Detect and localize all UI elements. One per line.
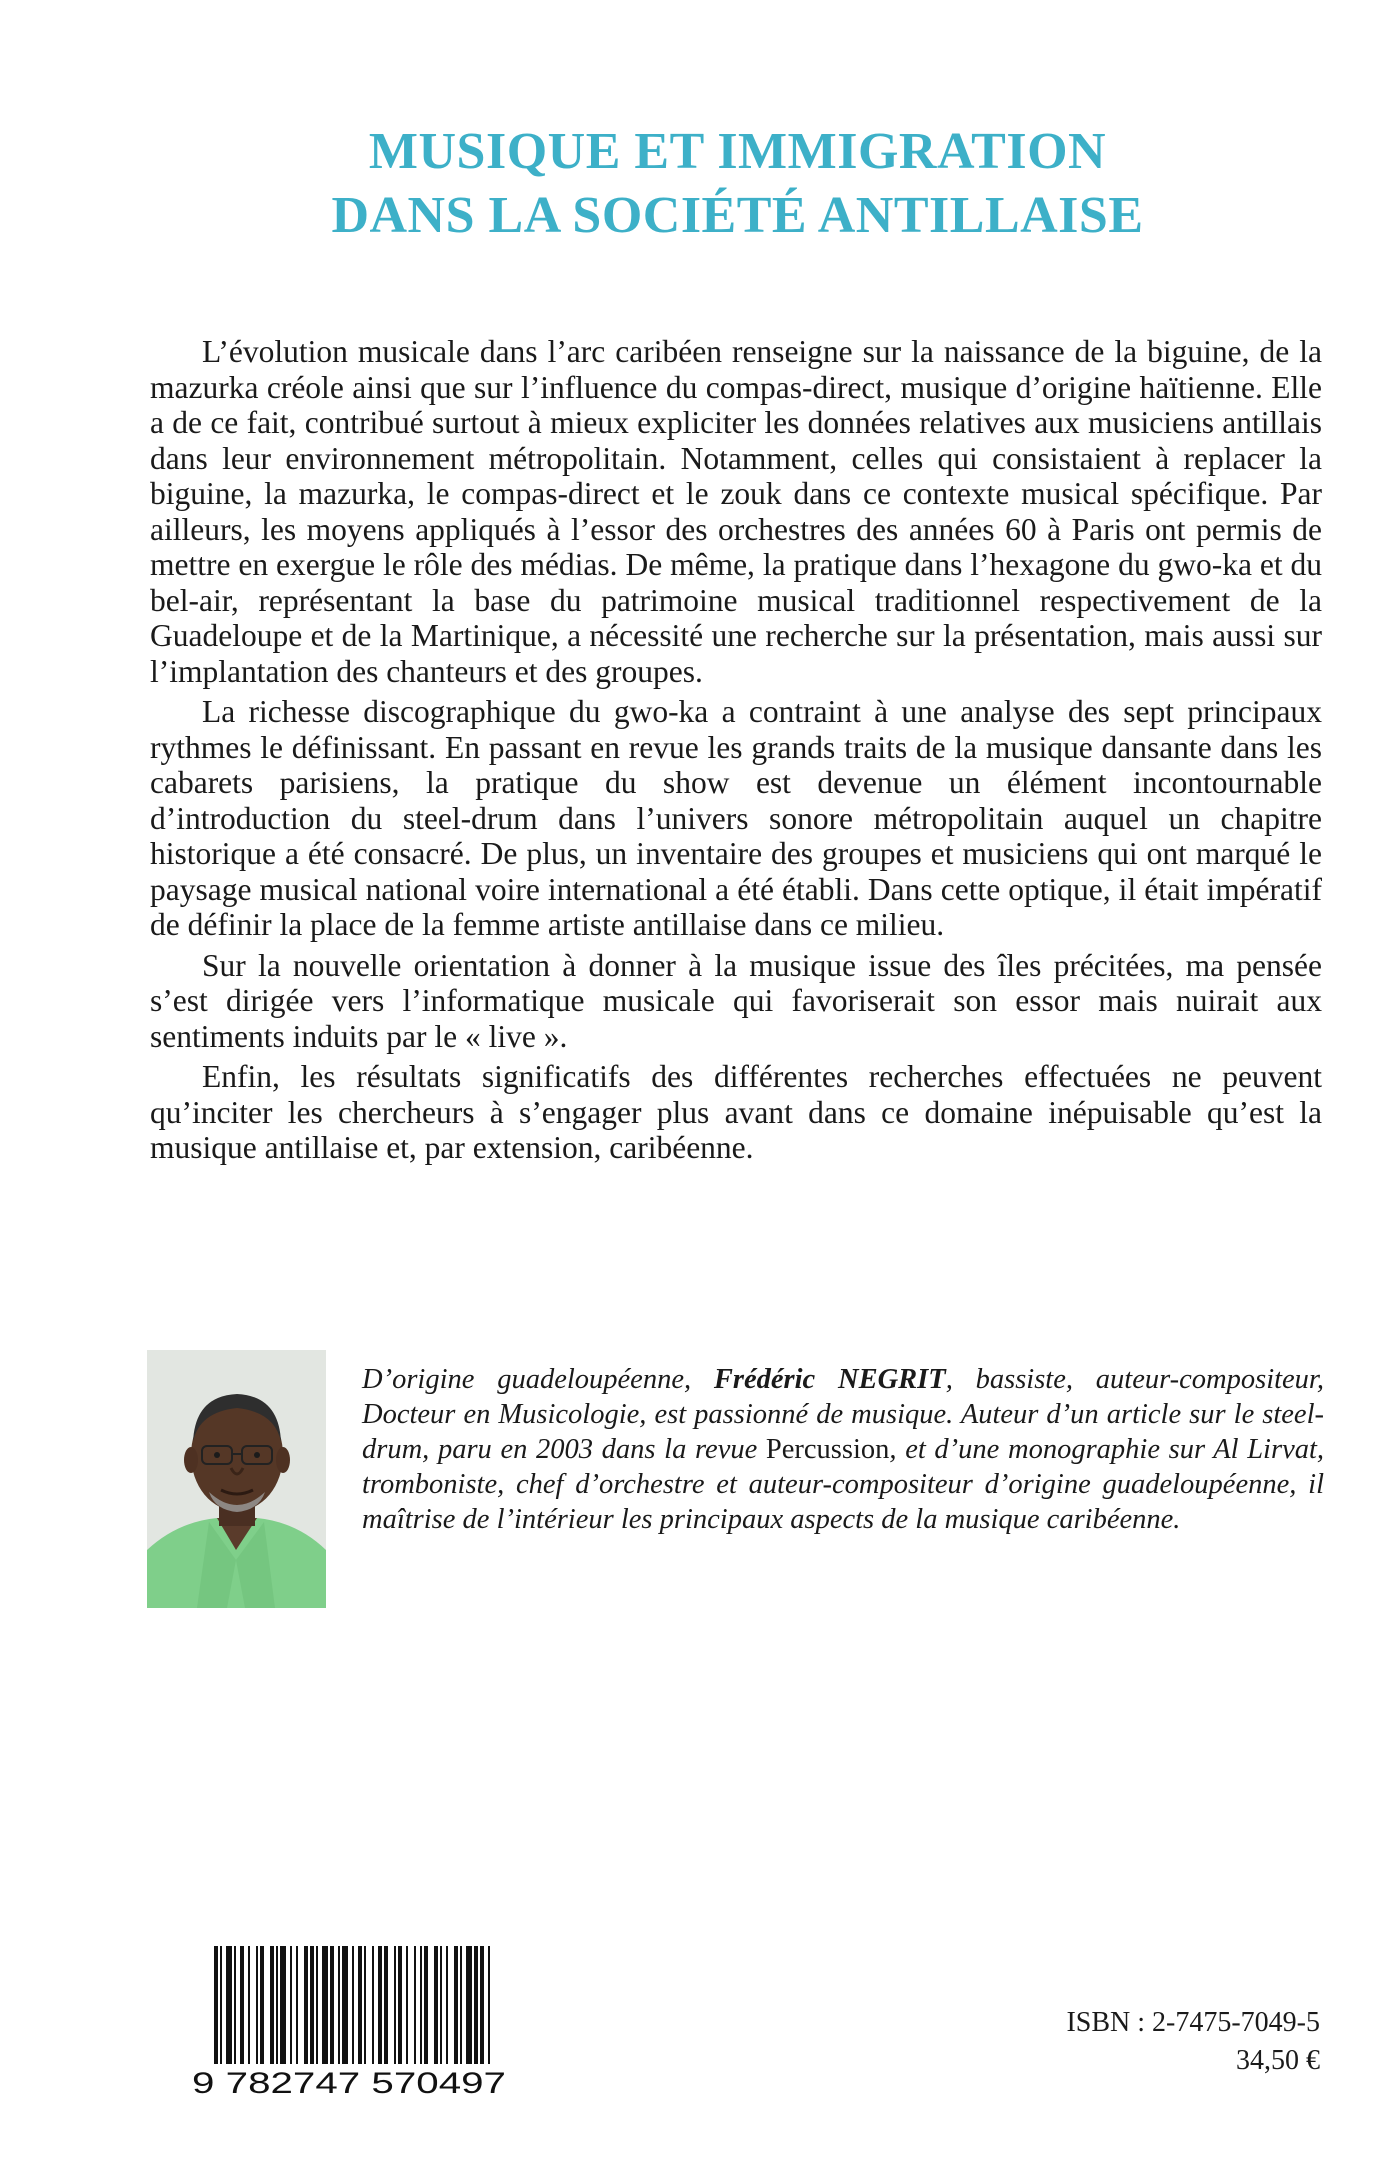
barcode-bar: [342, 1946, 348, 2068]
barcode-bar: [310, 1946, 314, 2068]
barcode-bar: [398, 1946, 402, 2068]
author-portrait-image: [147, 1350, 326, 1608]
author-bio: [362, 1362, 1324, 1537]
barcode-bar: [480, 1946, 484, 2068]
barcode-bar: [226, 1946, 232, 2068]
barcode-bar: [338, 1946, 340, 2068]
barcode-bar: [406, 1946, 408, 2068]
summary-paragraph-2: La richesse discographique du gwo-ka a contraint à une analyse des sept principaux rythmes le définissant. En passant en revue les grands traits de la musique dansante dans les cabarets parisiens, la pratique du show est devenue un élément incontournable d’introduction du steel-drum dans l’univers sonore métropolitain auquel un chapitre historique a été consacré. De plus, un inventaire des groupes et musiciens qui ont marqué le paysage musical national voire international a été établi. Dans cette optique, il était impératif de définir la place de la femme artiste antillaise dans ce milieu.: [150, 694, 1322, 942]
barcode-bar: [280, 1946, 286, 2068]
barcode-bar: [440, 1946, 442, 2068]
barcode-bar: [214, 1946, 218, 2068]
summary-paragraph-1: L’évolution musicale dans l’arc caribéen renseigne sur la naissance de la biguine, de la mazurka créole ainsi que sur l’influence du compas-direct, musique d’origine haïtienne. Elle a de ce fait, contribué surtout à mieux expliciter les données relatives aux musiciens antillais dans leur environnement métropolitain. Notamment, celles qui consistaient à replacer la biguine, la mazurka, le compas-direct et le zouk dans ce contexte musical spécifique. Par ailleurs, les moyens appliqués à l’essor des orchestres des années 60 à Paris ont permis de mettre en exergue le rôle des médias. De même, la pratique dans l’hexagone du gwo-ka et du bel-air, représentant la base du patrimoine musical traditionnel respectivement de la Guadeloupe et de la Martinique, a nécessité une recherche sur la présentation, mais aussi sur l’implantation des chanteurs et des groupes.: [150, 334, 1322, 689]
barcode-bar: [304, 1946, 308, 2068]
barcode-bar: [290, 1946, 292, 2068]
author-name: Frédéric NEGRIT: [713, 1364, 946, 1395]
barcode: [190, 1946, 508, 2098]
barcode-bar: [378, 1946, 382, 2068]
barcode-bar: [394, 1946, 396, 2068]
barcode-bar: [220, 1946, 222, 2068]
title-line-2: DANS LA SOCIÉTÉ ANTILLAISE: [331, 187, 1144, 244]
title-line-1: MUSIQUE ET IMMIGRATION: [368, 123, 1107, 180]
barcode-bar: [248, 1946, 250, 2068]
barcode-bar: [316, 1946, 318, 2068]
barcode-bar: [234, 1946, 236, 2068]
barcode-bar: [330, 1946, 334, 2068]
barcode-bar: [256, 1946, 258, 2068]
book-title: [150, 120, 1325, 248]
barcode-bar: [322, 1946, 328, 2068]
barcode-bar: [454, 1946, 458, 2068]
summary-paragraph-4: Enfin, les résultats significatifs des différentes recherches effectuées ne peuvent qu’inciter les chercheurs à s’engager plus avant dans ce domaine inépuisable qu’est la musique antillaise et, par extension, caribéenne.: [150, 1059, 1322, 1165]
barcode-bar: [276, 1946, 278, 2068]
barcode-bar: [466, 1946, 472, 2068]
barcode-bar: [358, 1946, 362, 2068]
barcode-bar: [434, 1946, 438, 2068]
barcode-bar: [364, 1946, 366, 2068]
summary-text: [150, 334, 1322, 1171]
barcode-bar: [460, 1946, 462, 2068]
barcode-bar: [270, 1946, 274, 2068]
barcode-bar: [352, 1946, 354, 2068]
bio-middle: , bassiste, auteur-compositeur, Docteur en Musicologie, est passionné de musique. Auteur d’un article sur le steel-drum, paru en 2003 dans la revue: [362, 1364, 1324, 1465]
price: 34,50 €: [1236, 2045, 1320, 2076]
barcode-bar: [446, 1946, 448, 2068]
barcode-bar: [414, 1946, 416, 2068]
barcode-bar: [474, 1946, 478, 2068]
barcode-bar: [424, 1946, 428, 2068]
author-photo: [147, 1350, 326, 1608]
barcode-bar: [420, 1946, 422, 2068]
barcode-bar: [488, 1946, 490, 2068]
barcode-digits: 9 782747 570497: [192, 2067, 506, 2098]
barcode-bar: [372, 1946, 374, 2068]
barcode-bar: [240, 1946, 244, 2068]
isbn: ISBN : 2-7475-7049-5: [1066, 2007, 1320, 2038]
bio-intro: D’origine guadeloupéenne,: [362, 1364, 714, 1395]
barcode-bar: [260, 1946, 264, 2068]
barcode-bar: [296, 1946, 298, 2068]
bio-end: , et d’une monographie sur Al Lirvat, tromboniste, chef d’orchestre et auteur-compositeur d’origine guadeloupéenne, il maîtrise de l’intérieur les principaux aspects de la musique caribéenne.: [362, 1434, 1325, 1535]
summary-paragraph-3: Sur la nouvelle orientation à donner à la musique issue des îles précitées, ma pensée s’est dirigée vers l’informatique musicale qui favoriserait son essor mais nuirait aux sentiments induits par le « live ».: [150, 947, 1322, 1054]
journal-name: Percussion: [765, 1434, 890, 1465]
barcode-bars: [214, 1946, 490, 2068]
barcode-bar: [384, 1946, 388, 2068]
